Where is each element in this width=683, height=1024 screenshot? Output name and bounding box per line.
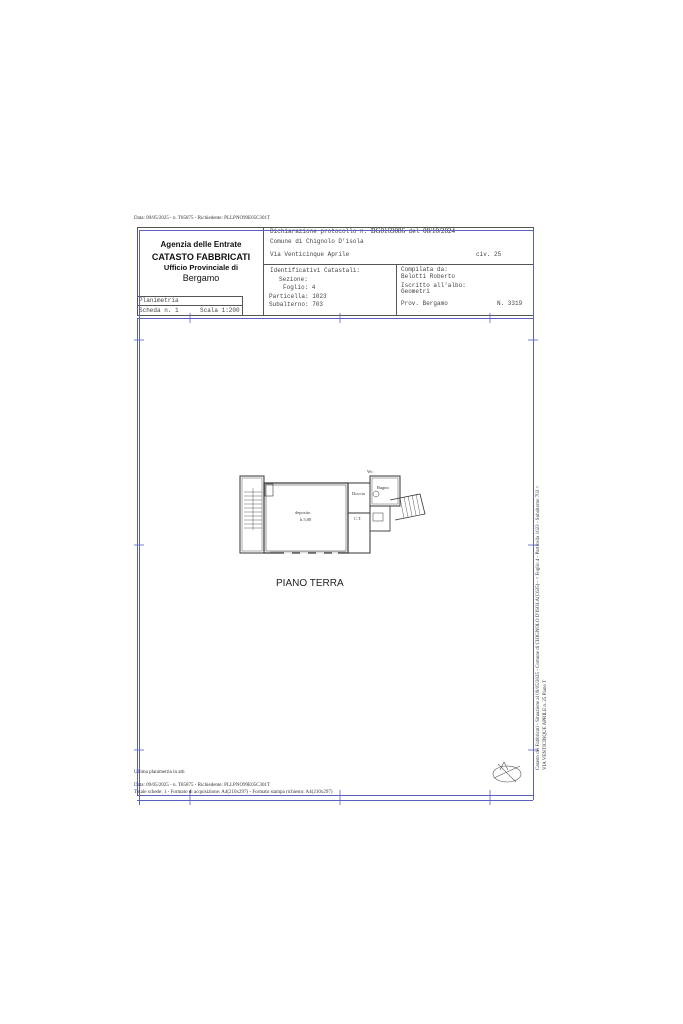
- bottom-info: Totale schede: 1 - Formato di acquisizione: A4(210x297) - Formato stampa richiesto: A4(210x297): [134, 790, 333, 795]
- scala: Scala 1:200: [200, 307, 240, 314]
- prov: Prov. Bergamo: [401, 300, 448, 307]
- agency-line2: CATASTO FABBRICATI: [151, 252, 251, 262]
- subalterno: Subalterno: 703: [269, 301, 324, 308]
- wc-label: Wc: [367, 469, 374, 474]
- top-meta: Data: 09/05/2025 - n. T85875 - Richiedente: PLLPNO99E05C301T: [134, 216, 271, 221]
- agency-line4: Bergamo: [182, 273, 220, 283]
- iscritto-label: Iscritto all'albo:: [401, 282, 466, 289]
- plan-walls: [240, 476, 425, 553]
- agency-line1: Agenzia delle Entrate: [160, 240, 242, 249]
- via: Via Venticinque Aprile: [270, 251, 350, 258]
- civ-label: civ.: [476, 251, 491, 258]
- compilata-label: Compilata da:: [401, 266, 448, 273]
- ct-label: C.T.: [354, 516, 362, 521]
- ultima-planimetria: Ultima planimetria in atti: [134, 770, 185, 775]
- planimetria: Planimetria: [139, 297, 179, 304]
- doccia-label: Doccia: [352, 491, 365, 496]
- dichiarazione-label: Dichiarazione protocollo n.: [270, 228, 368, 235]
- bottom-meta: Data: 09/05/2025 - n. T85875 - Richiedente: PLLPNO99E05C301T: [134, 783, 271, 788]
- stamp-icon: [493, 762, 521, 782]
- compilata-name: Belotti Roberto: [401, 273, 456, 280]
- height-label: h.5,00: [300, 517, 312, 522]
- albo-number: N. 3319: [497, 300, 523, 307]
- sezione: Sezione:: [279, 276, 308, 283]
- side-text-2: VIA VENTICINQUE APRILE n. 25 Piano T: [543, 679, 548, 770]
- foglio: Foglio: 4: [283, 284, 316, 291]
- comune: Comune di Chignolo D'isola: [270, 238, 364, 245]
- side-text-1: Catasto dei Fabbricati - Situazione al 09/05/2025 - Comune di CHIGNOLO D'ISOLA(C635) - < Foglio 4 - Particella 1023 - Subalterno 703 >: [536, 485, 541, 770]
- civ-number: 25: [494, 251, 502, 258]
- particella: Particella: 1023: [269, 293, 327, 300]
- albo: Geometri: [401, 288, 430, 295]
- dichiarazione-number: BG0169086: [370, 227, 406, 235]
- deposito-label: deposito: [295, 510, 311, 515]
- identificativi-title: Identificativi Catastali:: [270, 267, 361, 274]
- border-ticks: [134, 313, 538, 805]
- dichiarazione-del: del: [408, 228, 420, 235]
- scheda: Scheda n. 1: [139, 307, 179, 314]
- bagno-label: Bagno: [377, 485, 389, 490]
- dichiarazione-date: 08/10/2024: [423, 227, 455, 235]
- agency-line3: Ufficio Provinciale di: [163, 263, 239, 272]
- piano-title: PIANO TERRA: [276, 578, 344, 589]
